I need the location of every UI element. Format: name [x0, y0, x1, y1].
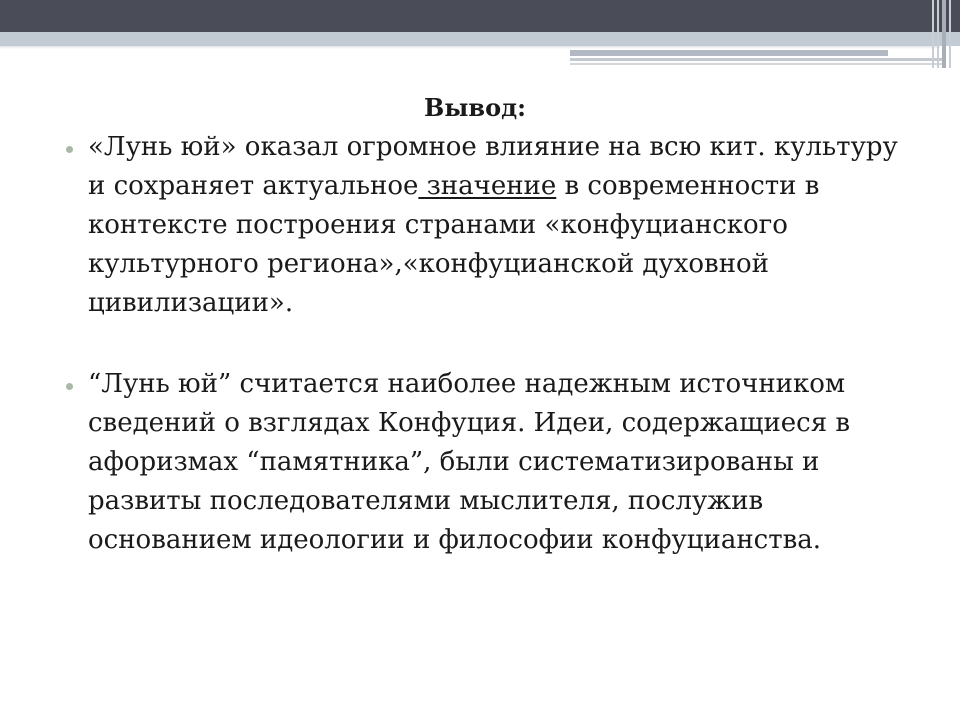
bullet-item — [60, 128, 900, 323]
header-vertical-line — [949, 0, 951, 68]
bullet-dot-icon — [66, 146, 73, 153]
bullet-dot-icon — [66, 383, 73, 390]
header-accent-line — [570, 58, 942, 61]
bullet-list — [60, 128, 900, 560]
bullet-item — [60, 365, 900, 560]
header-accent-line-thin — [570, 63, 942, 65]
header-vertical-line — [937, 0, 939, 68]
slide-title-text: Вывод: — [424, 93, 526, 122]
bullet-text: “Лунь юй” считается наиболее надежным источником сведений о взглядах Конфуция. Идеи, содержащиеся в афоризмах “памятника”, были систематизированы и развиты последователями мыслителя, послужив основанием идеологии и философии конфуцианства. — [88, 369, 851, 555]
bullet-text-start: «Лунь юй» оказал огромное влияние на всю кит. культуру и сохраняет актуальное — [88, 132, 898, 201]
header-vertical-line — [932, 0, 934, 68]
underlined-word: значение — [418, 171, 557, 201]
header-dark-band — [0, 0, 960, 32]
header-vertical-line — [942, 0, 946, 68]
slide-title — [0, 90, 960, 126]
header-shadow — [0, 46, 940, 49]
header-accent-bar — [570, 50, 888, 56]
header-light-band — [0, 32, 960, 46]
bullet-text-end: в современности в контексте построения странами «конфуцианского культурного региона»,«конфуцианской духовной цивилизации». — [88, 171, 820, 318]
